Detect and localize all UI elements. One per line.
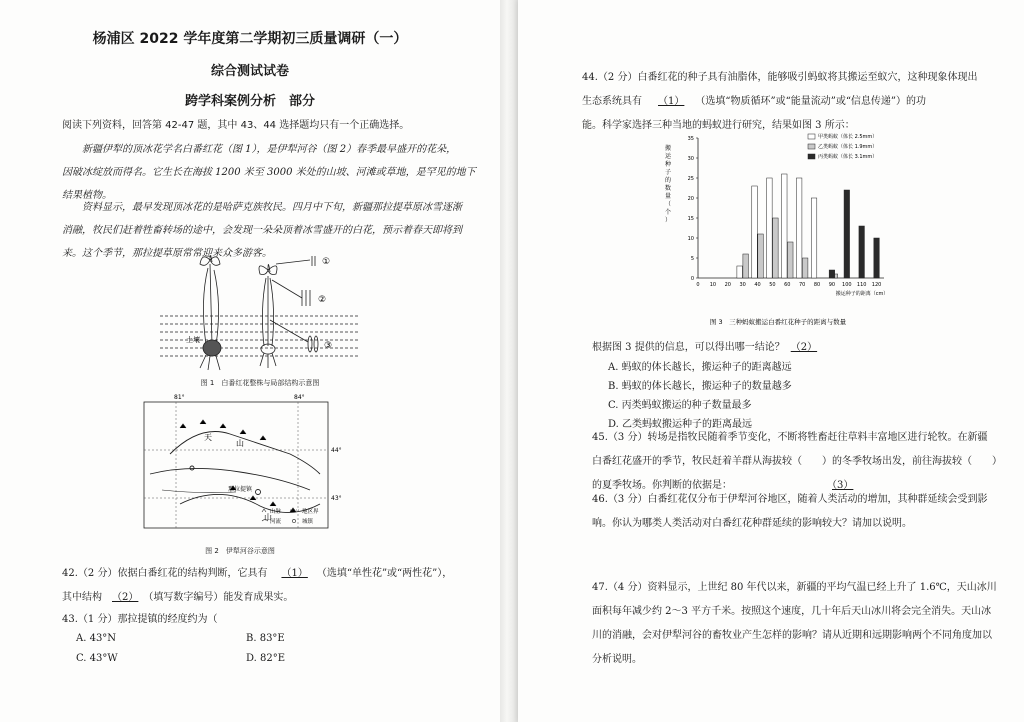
figure-1-flower-diagram: [160, 250, 360, 390]
q44-blank-2[interactable]: （2）: [790, 342, 818, 353]
legend-label: 丙类蚂蚁（体长 3.1mm）: [818, 154, 878, 160]
q43-option-c[interactable]: C. 43°W: [76, 653, 118, 664]
y-axis-label: 量: [664, 193, 672, 200]
y-axis-label: 个: [664, 209, 672, 216]
y-axis-label: 子: [664, 169, 672, 176]
legend-swatch: [808, 134, 815, 139]
x-tick-label: 70: [798, 282, 806, 288]
y-tick-label: 0: [690, 276, 694, 282]
x-tick-label: 90: [828, 282, 836, 288]
figure-2-caption: 图 2 伊犁河谷示意图: [205, 547, 275, 555]
section-title: 跨学科案例分析 部分: [184, 94, 315, 109]
bar-1: [782, 174, 788, 278]
question-45: 45.（3 分）转场是指牧民随着季节变化，不断将牲畜赶往草料丰富地区进行轮牧。在新疆 白番红花盛开的季节，牧民赶着羊群从海拔较（ ）的冬季牧场出发，前往海拔较（ ） 的夏季牧场。你判断的依据是： （3）: [592, 432, 1002, 491]
instruction: 阅读下列资料，回答第 42-47 题，其中 43、44 选择题均只有一个正确选择。: [62, 120, 410, 131]
q42-blank-2[interactable]: （2）: [112, 592, 139, 603]
y-tick-label: 15: [687, 216, 694, 222]
y-axis-label: ）: [664, 217, 672, 224]
bar-2: [743, 254, 749, 278]
question-43: 43.（1 分）那拉提镇的经度约为（: [62, 614, 218, 625]
bar-3: [829, 270, 835, 278]
question-42: 42.（2 分）依据白番红花的结构判断，它具有 （1） （选填“单性花”或“两性花”）， 其中结构 （2） （填写数字编号）能发育成果实。: [62, 568, 453, 603]
marker-1: ①: [322, 257, 331, 267]
q44-option-d[interactable]: D. 乙类蚂蚁搬运种子的距离最远: [608, 419, 753, 430]
legend-label: 甲类蚂蚁（体长 2.5mm）: [818, 134, 878, 140]
tianshan-label-1: 天: [204, 433, 212, 442]
lon-81: 81°: [174, 394, 185, 401]
q42-blank-1[interactable]: （1）: [281, 568, 308, 579]
para2-line3: 来。这个季节，那拉提草原常常迎来众多游客。: [62, 248, 272, 259]
legend-swatch: [808, 154, 815, 159]
marker-3: ③: [324, 341, 333, 351]
q45-blank-3[interactable]: （3）: [832, 480, 854, 491]
bar-3: [874, 238, 880, 278]
q44-info: 根据图 3 提供的信息，可以得出哪一结论？ （2）: [592, 336, 823, 360]
para1-line2: 因破冰绽放而得名。它生长在海拔 1200 米至 3000 米处的山坡、河滩或草地，是罕见的地下: [62, 167, 476, 178]
q44-option-b[interactable]: B. 蚂蚁的体长越长，搬运种子的数量越多: [608, 381, 792, 392]
y-tick-label: 25: [687, 176, 694, 182]
soil-label: 土壤: [186, 336, 200, 344]
q44-option-c[interactable]: C. 丙类蚂蚁搬运的种子数量最多: [608, 400, 752, 411]
x-tick-label: 20: [724, 282, 731, 288]
x-tick-label: 50: [769, 282, 776, 288]
x-tick-label: 40: [754, 282, 761, 288]
bar-3: [844, 190, 850, 278]
x-tick-label: 120: [871, 282, 882, 288]
q43-option-d[interactable]: D. 82°E: [246, 653, 286, 664]
right-page: [518, 0, 1024, 722]
y-tick-label: 5: [690, 256, 694, 262]
left-page: [0, 0, 500, 722]
figure-3-bar-chart: [658, 128, 898, 328]
legend-swatch: [808, 144, 815, 149]
para2-line1: 资料显示，最早发现顶冰花的是哈萨克族牧民。四月中下旬，新疆那拉提草原冰雪逐渐: [82, 202, 462, 213]
legend-mountain: 山脉: [270, 509, 282, 515]
para2-line2: 消融，牧民们赶着牲畜转场的途中，会发现一朵朵顶着冰雪盛开的白花，预示着春天即将到: [62, 225, 462, 236]
x-tick-label: 100: [842, 282, 852, 288]
legend-label: 乙类蚂蚁（体长 1.9mm）: [818, 144, 878, 150]
bar-2: [773, 218, 779, 278]
exam-subtitle: 综合测试试卷: [210, 64, 289, 79]
exam-title: 杨浦区 2022 学年度第二学期初三质量调研（一）: [92, 31, 408, 47]
x-tick-label: 110: [856, 282, 867, 288]
y-axis-label: 数: [664, 185, 672, 192]
x-tick-label: 80: [813, 282, 821, 288]
q44-options: [608, 358, 792, 434]
lat-43: 43°: [331, 495, 342, 502]
q43-option-b[interactable]: B. 83°E: [246, 633, 285, 644]
bar-3: [859, 226, 865, 278]
q44-option-a[interactable]: A. 蚂蚁的体长越长，搬运种子的距离越远: [608, 362, 792, 373]
bar-1: [811, 198, 817, 278]
question-44: 44.（2 分）白番红花的种子具有油脂体，能够吸引蚂蚁将其搬运至蚁穴，这种现象体现出 生态系统具有 （1） （选填“物质循环”或“能量流动”或“信息传递”）的功 能。科学家选择三种当地的蚂蚁进行研究，结果如图 3 所示：: [582, 72, 978, 131]
nalati-label: 那拉提镇: [228, 486, 253, 493]
bar-1: [767, 178, 773, 278]
bar-2: [758, 234, 764, 278]
tianshan-label-2: 山: [236, 439, 244, 448]
book-gutter: [500, 0, 518, 722]
y-tick-label: 35: [687, 136, 694, 142]
lon-84: 84°: [294, 394, 305, 401]
y-tick-label: 20: [687, 196, 694, 202]
y-tick-label: 10: [687, 236, 694, 242]
marker-2: ②: [318, 295, 327, 305]
figure-1-caption: 图 1 白番红花整株与局部结构示意图: [200, 379, 320, 387]
y-axis-label: （: [664, 201, 672, 208]
lat-44: 44°: [331, 447, 342, 454]
y-axis-label: 的: [664, 177, 672, 184]
question-46: 46.（3 分）白番红花仅分布于伊犁河谷地区，随着人类活动的增加，其种群延续会受到影 响。你认为哪类人类活动对白番红花种群延续的影响较大？请加以说明。: [592, 494, 988, 529]
para1-line3: 结果植物。: [62, 190, 112, 201]
q44-blank-1[interactable]: （1）: [658, 96, 685, 107]
x-tick-label: 60: [784, 282, 791, 288]
bar-1: [737, 266, 743, 278]
bar-2: [802, 258, 808, 278]
x-tick-label: 10: [709, 282, 717, 288]
q43-option-a[interactable]: A. 43°N: [76, 633, 117, 644]
q45-blank-1[interactable]: [802, 456, 822, 467]
bar-2: [788, 242, 794, 278]
para1-line1: 新疆伊犁的顶冰花学名白番红花（图 1），是伊犁河谷（图 2）春季最早盛开的花朵，: [82, 144, 457, 155]
figure-3-caption: 图 3 三种蚂蚁搬运白番红花种子的距离与数量: [709, 318, 847, 326]
x-axis-label: 搬运种子的距离（cm）: [835, 291, 889, 297]
legend-town: 城镇: [302, 519, 314, 525]
bar-1: [796, 178, 802, 278]
y-tick-label: 30: [687, 156, 694, 162]
y-axis-label: 种: [664, 161, 672, 168]
y-axis-label: 搬: [664, 145, 672, 152]
legend-river: 河流: [270, 519, 282, 525]
x-tick-label: 30: [739, 282, 746, 288]
figure-2-map: [140, 394, 352, 534]
y-axis-label: 运: [664, 153, 672, 160]
tianshan-label-3: 山: [264, 513, 272, 522]
question-47: 47.（4 分）资料显示，上世纪 80 年代以来，新疆的平均气温已经上升了 1.6℃，天山冰川 面积每年减少约 2～3 平方千米。按照这个速度，几十年后天山冰川将会完全消失。天山冰 川的消融，会对伊犁河谷的畜牧业产生怎样的影响？请从近期和远期影响两个不同角度加以 分析说明。: [592, 582, 997, 665]
bar-1: [752, 186, 758, 278]
q45-blank-2[interactable]: [972, 456, 992, 467]
legend-border: 地区界: [302, 509, 319, 515]
x-tick-label: 0: [696, 282, 700, 288]
